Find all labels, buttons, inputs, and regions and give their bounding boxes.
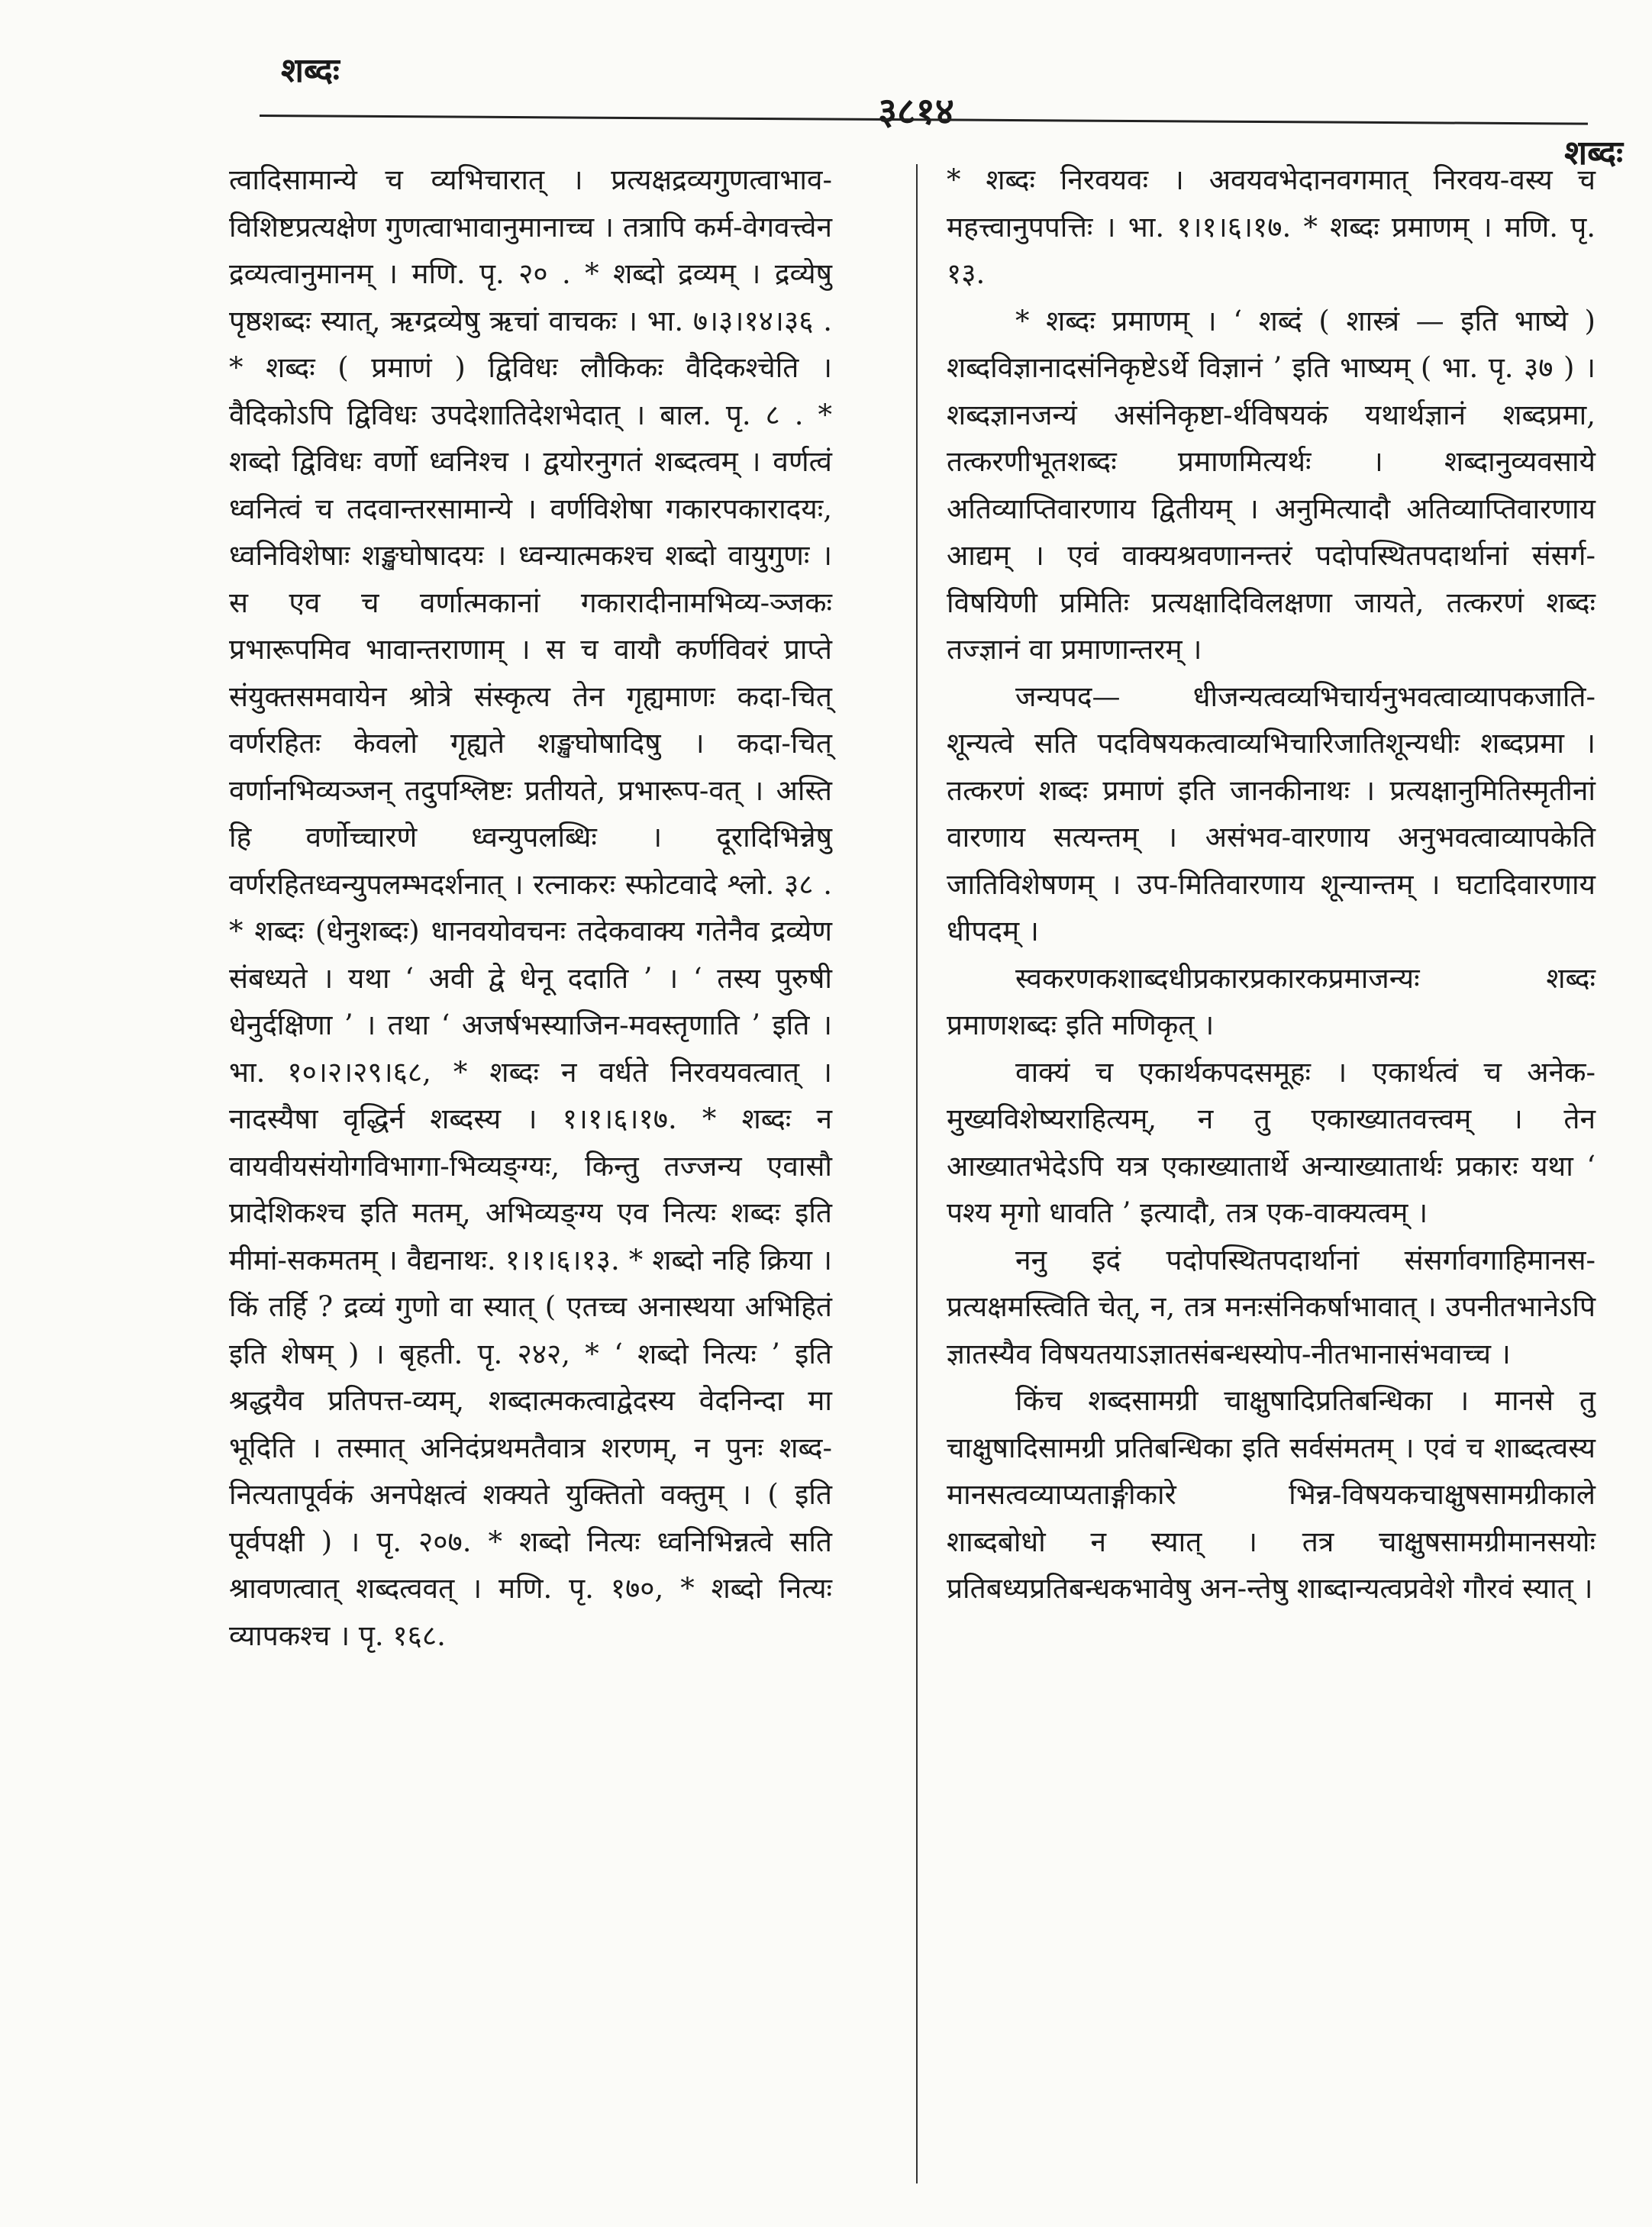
right-paragraph: * शब्दः प्रमाणम् । ‘ शब्दं ( शास्त्रं — इति भाष्ये ) शब्दविज्ञानादसंनिकृष्टेऽर्थे विज्ञानं ’ इति भाष्यम् ( भा. पृ. ३७ ) । शब्दज्ञानजन्यं असंनिकृष्टा-र्थविषयकं यथार्थज्ञानं शब्दप्रमा, तत्करणीभूतशब्दः प्रमाणमित्यर्थः । शब्दानुव्यवसाये अतिव्याप्तिवारणाय द्वितीयम् । अनुमित्यादौ अतिव्याप्तिवारणाय आद्यम् । एवं वाक्यश्रवणानन्तरं पदोपस्थितपदार्थानां संसर्ग-विषयिणी प्रमितिः प्रत्यक्षादिविलक्षणा जायते, तत्करणं शब्दः तज्ज्ञानं वा प्रमाणान्तरम् । — [947, 304, 1596, 666]
right-paragraph: वाक्यं च एकार्थकपदसमूहः । एकार्थत्वं च अनेक-मुख्यविशेष्यराहित्यम्, न तु एकाख्यातवत्त्वम् । तेन आख्यातभेदेऽपि यत्र एकाख्यातार्थे अन्याख्यातार्थः प्रकारः यथा ‘ पश्य मृगो धावति ’ इत्यादौ, तत्र एक-वाक्यत्वम् । — [947, 1055, 1596, 1229]
running-head-right: शब्दः — [1564, 134, 1623, 173]
column-divider — [916, 164, 918, 2183]
right-paragraph: स्वकरणकशाब्दधीप्रकारप्रकारकप्रमाजन्यः शब्दः प्रमाणशब्दः इति मणिकृत् । — [947, 961, 1596, 1041]
running-head-left: शब्दः — [281, 51, 340, 90]
page-number: ३८१४ — [878, 90, 954, 133]
right-paragraph: किंच शब्दसामग्री चाक्षुषादिप्रतिबन्धिका । मानसे तु चाक्षुषादिसामग्री प्रतिबन्धिका इति सर्वसंमतम् । एवं च शाब्दत्वस्य मानसत्वव्याप्यताङ्गीकारे भिन्न-विषयकचाक्षुषसामग्रीकाले शाब्दबोधो न स्यात् । तत्र चाक्षुषसामग्रीमानसयोः प्रतिबध्यप्रतिबन्धकभावेषु अन-न्तेषु शाब्दान्यत्वप्रवेशे गौरवं स्यात् । — [947, 1384, 1596, 1605]
right-column — [947, 157, 1596, 1612]
left-column-text: त्वादिसामान्ये च व्यभिचारात् । प्रत्यक्षद्रव्यगुणत्वाभाव-विशिष्टप्रत्यक्षेण गुणत्वाभावानुमानाच्च । तत्रापि कर्म-वेगवत्त्वेन द्रव्यत्वानुमानम् । मणि. पृ. २० . * शब्दो द्रव्यम् । द्रव्येषु पृष्ठशब्दः स्यात्, ऋग्द्रव्येषु ऋचां वाचकः । भा. ७।३।१४।३६ . * शब्दः ( प्रमाणं ) द्विविधः लौकिकः वैदिकश्चेति । वैदिकोऽपि द्विविधः उपदेशातिदेशभेदात् । बाल. पृ. ८ . * शब्दो द्विविधः वर्णो ध्वनिश्च । द्वयोरनुगतं शब्दत्वम् । वर्णत्वं ध्वनित्वं च तदवान्तरसामान्ये । वर्णविशेषा गकारपकारादयः, ध्वनिविशेषाः शङ्खघोषादयः । ध्वन्यात्मकश्च शब्दो वायुगुणः । स एव च वर्णात्मकानां गकारादीनामभिव्य-ञ्जकः प्रभारूपमिव भावान्तराणाम् । स च वायौ कर्णविवरं प्राप्ते संयुक्तसमवायेन श्रोत्रे संस्कृत्य तेन गृह्यमाणः कदा-चित् वर्णरहितः केवलो गृह्यते शङ्खघोषादिषु । कदा-चित् वर्णानभिव्यञ्जन् तदुपश्लिष्टः प्रतीयते, प्रभारूप-वत् । अस्ति हि वर्णोच्चारणे ध्वन्युपलब्धिः । दूरादिभिन्नेषु वर्णरहितध्वन्युपलम्भदर्शनात् । रत्नाकरः स्फोटवादे श्लो. ३८ . * शब्दः (धेनुशब्दः) धानवयोवचनः तदेकवाक्य गतेनैव द्रव्येण संबध्यते । यथा ‘ अवी द्वे धेनू ददाति ’ । ‘ तस्य पुरुषी धेनुर्दक्षिणा ’ । तथा ‘ अजर्षभस्याजिन-मवस्तृणाति ’ इति । भा. १०।२।२९।६८, * शब्दः न वर्धते निरवयवत्वात् । नादस्यैषा वृद्धिर्न शब्दस्य । १।१।६।१७. * शब्दः न वायवीयसंयोगविभागा-भिव्यङ्ग्यः, किन्तु तज्जन्य एवासौ प्रादेशिकश्च इति मतम्, अभिव्यङ्ग्य एव नित्यः शब्दः इति मीमां-सकमतम् । वैद्यनाथः. १।१।६।१३. * शब्दो नहि क्रिया । किं तर्हि ? द्रव्यं गुणो वा स्यात् ( एतच्च अनास्थया अभिहितं इति शेषम् ) । बृहती. पृ. २४२, * ‘ शब्दो नित्यः ’ इति श्रद्धयैव प्रतिपत्त-व्यम्, शब्दात्मकत्वाद्वेदस्य वेदनिन्दा मा भूदिति । तस्मात् अनिदंप्रथमतैवात्र शरणम्, न पुनः शब्द-नित्यतापूर्वकं अनपेक्षत्वं शक्यते युक्तितो वक्तुम् । ( इति पूर्वपक्षी ) । पृ. २०७. * शब्दो नित्यः ध्वनिभिन्नत्वे सति श्रावणत्वात् शब्दत्ववत् । मणि. पृ. १७०, * शब्दो नित्यः व्यापकश्च । पृ. १६८. — [229, 163, 832, 1652]
left-column — [229, 157, 832, 1659]
right-paragraph: * शब्दः निरवयवः । अवयवभेदानवगमात् निरवय-वस्य च महत्त्वानुपपत्तिः । भा. १।१।६।१७. * शब्दः प्रमाणम् । मणि. पृ. १३. — [947, 163, 1596, 290]
right-paragraph: ननु इदं पदोपस्थितपदार्थानां संसर्गावगाहिमानस-प्रत्यक्षमस्त्विति चेत्, न, तत्र मनःसंनिकर्षाभावात् । उपनीतभानेऽपि ज्ञातस्यैव विषयतयाऽज्ञातसंबन्धस्योप-नीतभानासंभवाच्च । — [947, 1243, 1596, 1370]
right-paragraph: जन्यपद— धीजन्यत्वव्यभिचार्यनुभवत्वाव्यापकजाति-शून्यत्वे सति पदविषयकत्वाव्यभिचारिजातिशून्यधीः शब्दप्रमा । तत्करणं शब्दः प्रमाणं इति जानकीनाथः । प्रत्यक्षानुमितिस्मृतीनां वारणाय सत्यन्तम् । असंभव-वारणाय अनुभवत्वाव्यापकेति जातिविशेषणम् । उप-मितिवारणाय शून्यान्तम् । घटादिवारणाय धीपदम् । — [947, 679, 1596, 947]
